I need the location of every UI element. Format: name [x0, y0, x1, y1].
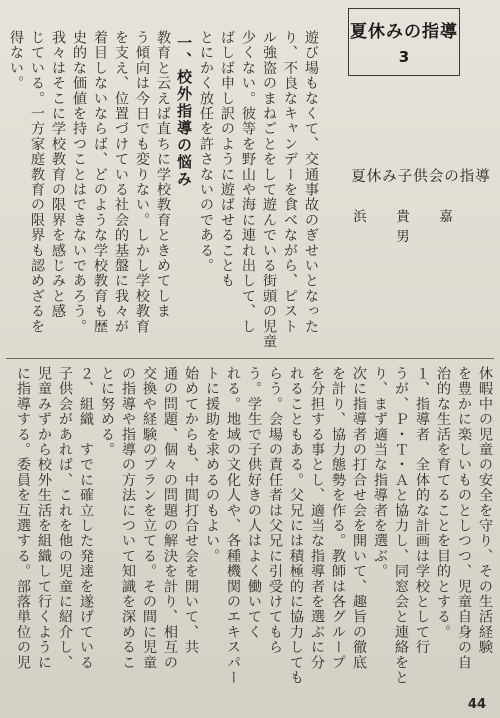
- text-column: じている。一方家庭教育の限界も認めざるを: [29, 30, 45, 334]
- text-column: 交換や経験のプランを立てる。その間に児童: [141, 366, 157, 670]
- text-column: 教育と云えば直ちに学校教育ときめてしま: [155, 30, 171, 319]
- article-title: 夏休み子供会の指導: [351, 169, 491, 185]
- text-column: 治的な生活を育てることを目的とする。: [435, 366, 451, 640]
- text-column: 遊び場もなくて、交通事故のぎせいとなった: [303, 30, 319, 334]
- text-column: 児童みずから校外生活を組織して行くように: [36, 366, 52, 670]
- text-column: 着目しないならば、どのような学校教育も歴: [92, 30, 108, 334]
- header-number: 3: [398, 48, 410, 66]
- text-column: 次に指導者の打合せ会を開いて、趣旨の徹底: [351, 366, 367, 670]
- text-column: り、不良なキャンデーを食べながら、ピスト: [282, 30, 298, 334]
- text-column: １、指導者 全体的な計画は学校として行: [414, 366, 430, 655]
- text-column: うが、Ｐ・Ｔ・Ａと協力し、同窓会と連絡をと: [393, 366, 409, 686]
- text-column: 得ない。: [8, 30, 24, 91]
- text-column: れる。地域の文化人や、各種機関のエキスパー: [225, 366, 241, 686]
- text-column: を計り、協力態勢を作る。教師は各グループ: [330, 366, 346, 670]
- text-column: ばしば申し訳のように遊ばせることも: [219, 30, 235, 289]
- text-column: を豊かに楽しいものとしつつ、児童自身の自: [456, 366, 472, 670]
- page-number: 44: [467, 697, 486, 712]
- text-column: とに努める。: [99, 366, 115, 458]
- text-column: 通の問題、個々の問題の解決を計り、相互の: [162, 366, 178, 670]
- section-heading: 一、校外指導の悩み: [175, 35, 193, 188]
- text-column: 史的な価値を持つことはできないであろう。: [71, 30, 87, 334]
- text-column: ２、組織 すでに確立した発達を遂げている: [78, 366, 94, 670]
- text-column: らう。会場の責任者は父兄に引受けてもら: [267, 366, 283, 655]
- text-column: 休暇中の児童の安全を守り、その生活経験: [477, 366, 493, 655]
- text-column: を支え、位置づけている社会的基盤に我々が: [113, 30, 129, 334]
- text-column: う傾向は今日でも変りない。しかし学校教育: [134, 30, 150, 334]
- text-column: ル強盗のまねごとをして遊んでいる街頭の児童: [261, 30, 277, 350]
- section-divider: [6, 358, 494, 359]
- text-column: 少くない。彼等を野山や海に連れ出して、し: [240, 30, 256, 334]
- text-column: り、まず適当な指導者を選ぶ。: [372, 366, 388, 579]
- text-column: う。学生で子供好きの人はよく働いてく: [246, 366, 262, 640]
- text-column: 子供会があれば、これを他の児童に紹介し、: [57, 366, 73, 670]
- text-column: 我々はそこに学校教育の限界を感じみと感: [50, 30, 66, 319]
- text-column: に指導する。委員を互選する。部落単位の児: [15, 366, 31, 670]
- text-column: トに援助を求めるのもよい。: [204, 366, 220, 564]
- header-title: 夏休みの指導: [350, 22, 458, 42]
- text-column: を分担する事とし、適当な指導者を選ぶに分: [309, 366, 325, 670]
- text-column: の指導や指導の方法について知識を深めるこ: [120, 366, 136, 670]
- text-column: れることもある。父兄には積極的に協力しても: [288, 366, 304, 686]
- article-author: 浜 貴 嘉 男: [353, 209, 483, 245]
- text-column: 始めてからも、中間打合せ会を開いて、共: [183, 366, 199, 655]
- header-title-box: [348, 8, 460, 76]
- text-column: とにかく放任を許さないのである。: [198, 30, 214, 274]
